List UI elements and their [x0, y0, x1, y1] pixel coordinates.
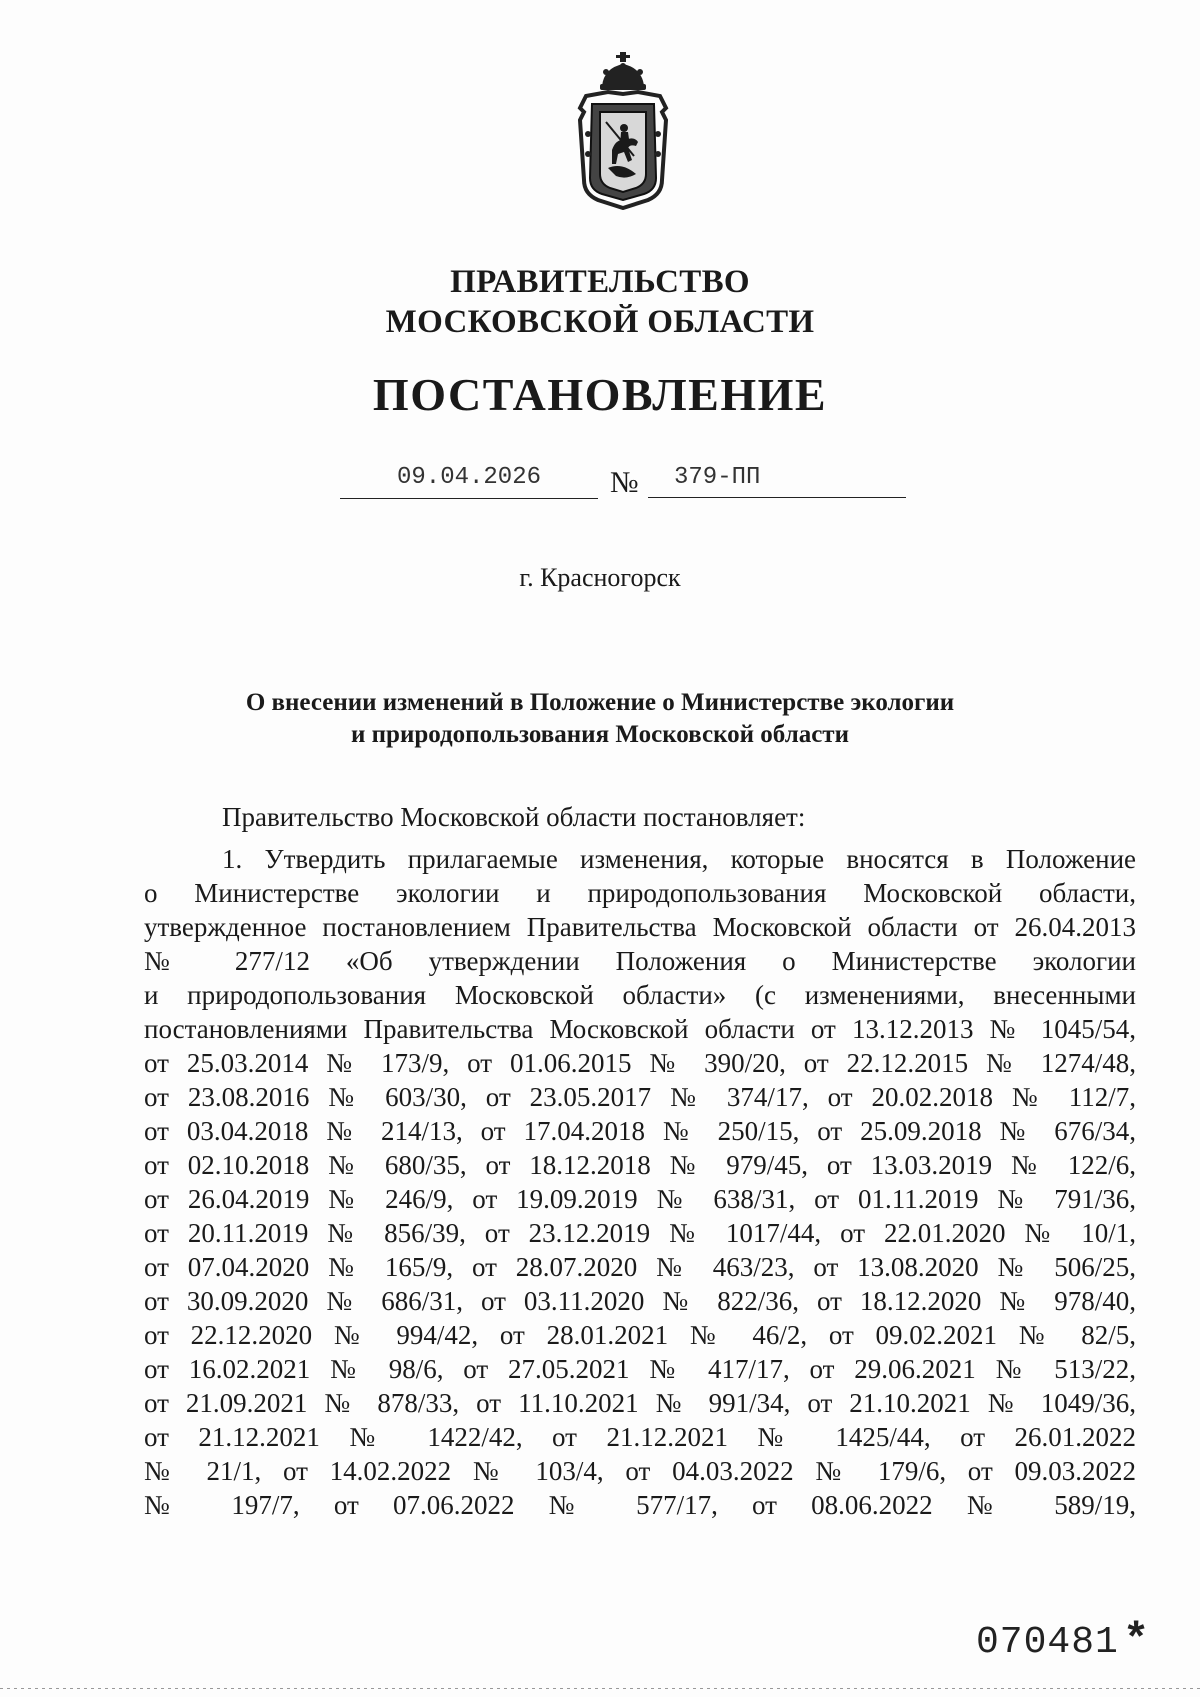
body-line: № 197/7, от 07.06.2022 № 577/17, от 08.06.2022 № 589/19,	[144, 1490, 1136, 1520]
scan-edge-line	[0, 1688, 1200, 1689]
moscow-oblast-coat-of-arms-icon	[572, 50, 674, 210]
document-serial-code	[976, 1616, 1150, 1666]
body-line: постановлениями Правительства Московской области от 13.12.2013 № 1045/54,	[144, 1014, 1136, 1044]
body-line: от 21.12.2021 № 1422/42, от 21.12.2021 № 1425/44, от 26.01.2022	[144, 1422, 1136, 1452]
body-line: 1. Утвердить прилагаемые изменения, которые вносятся в Положение	[222, 844, 1136, 874]
body-intro: Правительство Московской области постановляет:	[222, 802, 806, 832]
body-line: от 16.02.2021 № 98/6, от 27.05.2021 № 417/17, от 29.06.2021 № 513/22,	[144, 1354, 1136, 1384]
body-text	[144, 842, 1136, 1522]
body-line: от 26.04.2019 № 246/9, от 19.09.2019 № 638/31, от 01.11.2019 № 791/36,	[144, 1184, 1136, 1214]
body-line: от 07.04.2020 № 165/9, от 28.07.2020 № 463/23, от 13.08.2020 № 506/25,	[144, 1252, 1136, 1282]
city-name: г. Красногорск	[519, 563, 681, 592]
body-line: и природопользования Московской области» (с изменениями, внесенными	[144, 980, 1136, 1010]
asterisk-mark: *	[1122, 1616, 1151, 1666]
number-sign: №	[610, 466, 639, 499]
body-line: № 21/1, от 14.02.2022 № 103/4, от 04.03.2022 № 179/6, от 09.03.2022	[144, 1456, 1136, 1486]
body-line: от 30.09.2020 № 686/31, от 03.11.2020 № 822/36, от 18.12.2020 № 978/40,	[144, 1286, 1136, 1316]
registration-number: 379-ПП	[648, 462, 906, 498]
government-name-line2: МОСКОВСКОЙ ОБЛАСТИ	[385, 304, 815, 340]
government-name-line1: ПРАВИТЕЛЬСТВО	[450, 264, 750, 300]
document-type-title: ПОСТАНОВЛЕНИЕ	[372, 369, 828, 420]
body-line: от 20.11.2019 № 856/39, от 23.12.2019 № 1017/44, от 22.01.2020 № 10/1,	[144, 1218, 1136, 1248]
body-line: о Министерстве экологии и природопользования Московской области,	[144, 878, 1136, 908]
body-line: от 23.08.2016 № 603/30, от 23.05.2017 № 374/17, от 20.02.2018 № 112/7,	[144, 1082, 1136, 1112]
body-line: от 25.03.2014 № 173/9, от 01.06.2015 № 390/20, от 22.12.2015 № 1274/48,	[144, 1048, 1136, 1078]
subject-line2: и природопользования Московской области	[350, 721, 849, 748]
body-line: от 03.04.2018 № 214/13, от 17.04.2018 № 250/15, от 25.09.2018 № 676/34,	[144, 1116, 1136, 1146]
body-line: № 277/12 «Об утверждении Положения о Министерстве экологии	[144, 946, 1136, 976]
subject-line1: О внесении изменений в Положение о Министерстве экологии	[245, 689, 955, 716]
registration-date: 09.04.2026	[340, 462, 598, 499]
body-line: утвержденное постановлением Правительства Московской области от 26.04.2013	[144, 912, 1136, 942]
body-line: от 22.12.2020 № 994/42, от 28.01.2021 № 46/2, от 09.02.2021 № 82/5,	[144, 1320, 1136, 1350]
body-line: от 21.09.2021 № 878/33, от 11.10.2021 № 991/34, от 21.10.2021 № 1049/36,	[144, 1388, 1136, 1418]
body-line: от 02.10.2018 № 680/35, от 18.12.2018 № 979/45, от 13.03.2019 № 122/6,	[144, 1150, 1136, 1180]
serial-number: 070481	[976, 1621, 1119, 1664]
